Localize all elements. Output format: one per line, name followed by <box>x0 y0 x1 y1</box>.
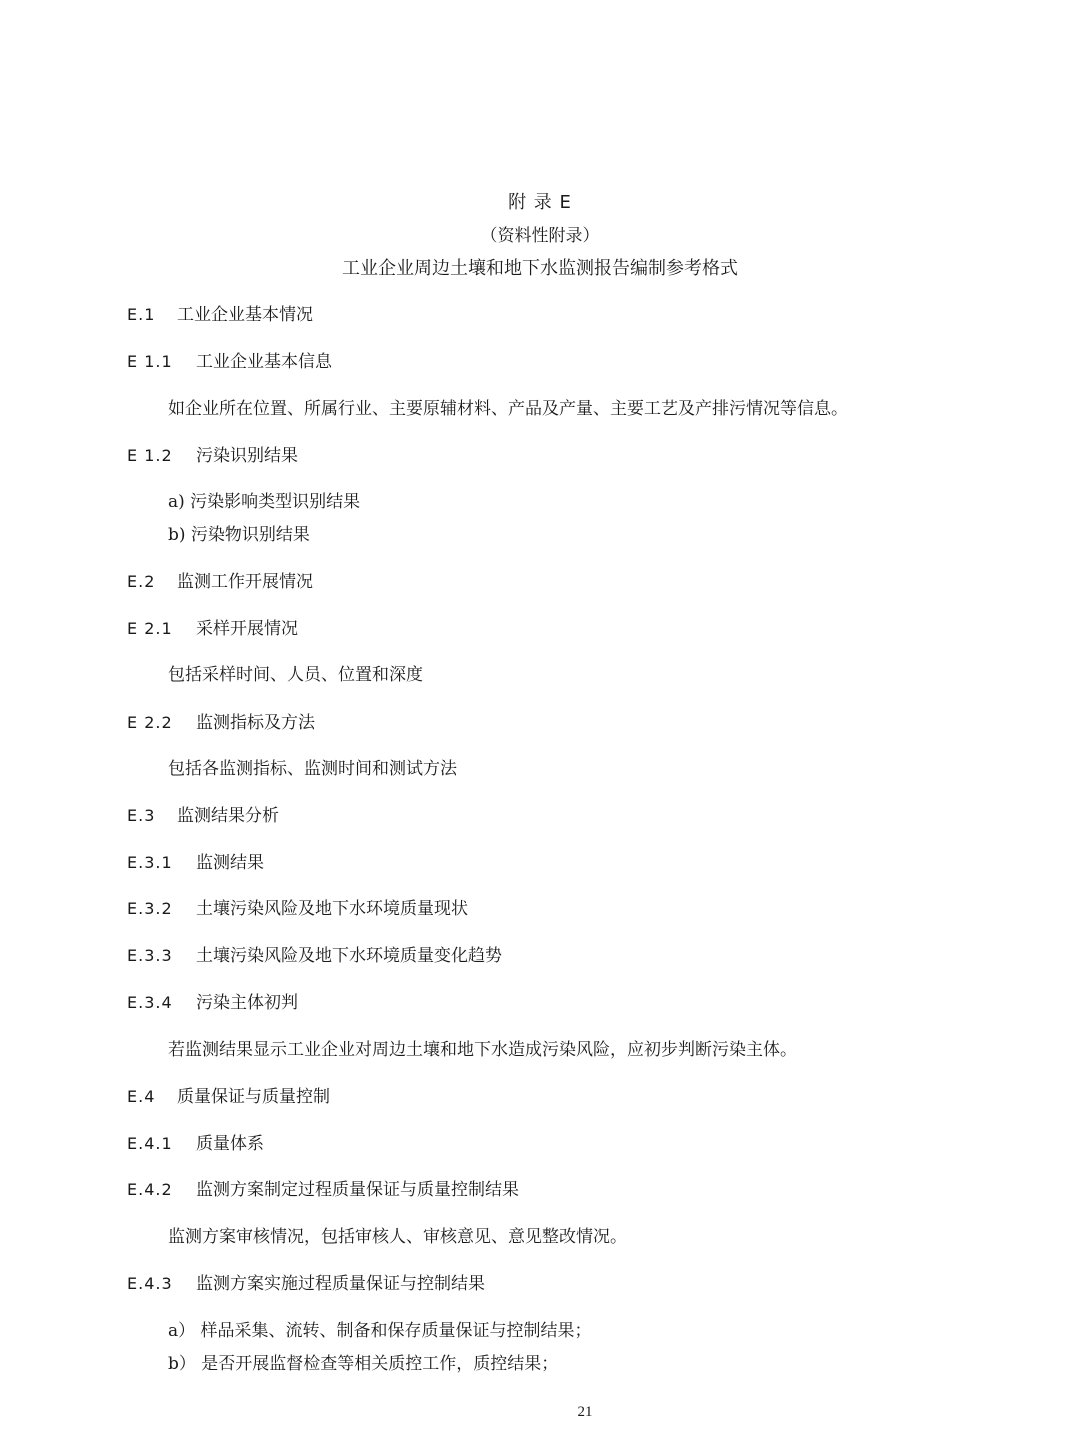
section-e2-2 <box>127 708 315 733</box>
section-title: 土壤污染风险及地下水环境质量现状 <box>196 899 468 919</box>
section-title: 污染识别结果 <box>196 446 298 466</box>
section-number: E.3.2 <box>127 899 173 918</box>
section-e1-2 <box>127 441 298 466</box>
section-e1-1 <box>127 347 332 372</box>
section-e3 <box>127 801 279 826</box>
section-e2-1 <box>127 614 298 639</box>
section-e3-1 <box>127 848 264 873</box>
section-e4-2 <box>127 1175 519 1200</box>
section-number: E.4.2 <box>127 1180 173 1199</box>
section-title: 质量保证与质量控制 <box>177 1087 330 1107</box>
section-e3-2 <box>127 894 468 919</box>
section-e4-3 <box>127 1269 485 1294</box>
section-title: 采样开展情况 <box>196 619 298 639</box>
section-number: E 2.1 <box>127 619 173 638</box>
section-number: E.3.4 <box>127 993 173 1012</box>
list-item-a: a) 污染影响类型识别结果 <box>168 492 361 512</box>
section-title: 监测方案实施过程质量保证与控制结果 <box>196 1274 485 1294</box>
list-item-a: a） 样品采集、流转、制备和保存质量保证与控制结果； <box>168 1321 592 1341</box>
section-number: E.1 <box>127 305 156 324</box>
list-item-b: b) 污染物识别结果 <box>168 525 310 545</box>
list-item-b: b） 是否开展监督检查等相关质控工作，质控结果； <box>168 1354 559 1374</box>
section-e1 <box>127 300 313 325</box>
section-e4 <box>127 1082 330 1107</box>
section-e2 <box>127 567 313 592</box>
section-title: 污染主体初判 <box>196 993 298 1013</box>
page-number: 21 <box>577 1404 593 1420</box>
section-number: E 2.2 <box>127 713 173 732</box>
section-number: E.3 <box>127 806 156 825</box>
section-number: E.4.3 <box>127 1274 173 1293</box>
paragraph-e1-1: 如企业所在位置、所属行业、主要原辅材料、产品及产量、主要工艺及产排污情况等信息。 <box>168 399 848 419</box>
section-number: E.3.3 <box>127 946 173 965</box>
paragraph-e3-4: 若监测结果显示工业企业对周边土壤和地下水造成污染风险，应初步判断污染主体。 <box>168 1040 797 1060</box>
section-title: 监测工作开展情况 <box>177 572 313 592</box>
section-number: E.2 <box>127 572 156 591</box>
section-title: 土壤污染风险及地下水环境质量变化趋势 <box>196 946 502 966</box>
section-number: E.3.1 <box>127 853 173 872</box>
paragraph-e2-2: 包括各监测指标、监测时间和测试方法 <box>168 759 457 779</box>
section-e4-1 <box>127 1129 264 1154</box>
paragraph-e4-2: 监测方案审核情况，包括审核人、审核意见、意见整改情况。 <box>168 1227 627 1247</box>
section-number: E 1.2 <box>127 446 173 465</box>
section-title: 监测指标及方法 <box>196 713 315 733</box>
section-number: E 1.1 <box>127 352 173 371</box>
appendix-type: （资料性附录） <box>480 226 600 246</box>
section-number: E.4 <box>127 1087 156 1106</box>
document-title: 工业企业周边土壤和地下水监测报告编制参考格式 <box>342 258 738 279</box>
section-title: 监测结果 <box>196 853 264 873</box>
paragraph-e2-1: 包括采样时间、人员、位置和深度 <box>168 665 423 685</box>
section-title: 监测结果分析 <box>177 806 279 826</box>
section-e3-3 <box>127 941 502 966</box>
appendix-heading: 附 录 E <box>508 192 572 213</box>
section-e3-4 <box>127 988 298 1013</box>
section-number: E.4.1 <box>127 1134 173 1153</box>
section-title: 工业企业基本信息 <box>196 352 332 372</box>
section-title: 工业企业基本情况 <box>177 305 313 325</box>
section-title: 质量体系 <box>196 1134 264 1154</box>
section-title: 监测方案制定过程质量保证与质量控制结果 <box>196 1180 519 1200</box>
